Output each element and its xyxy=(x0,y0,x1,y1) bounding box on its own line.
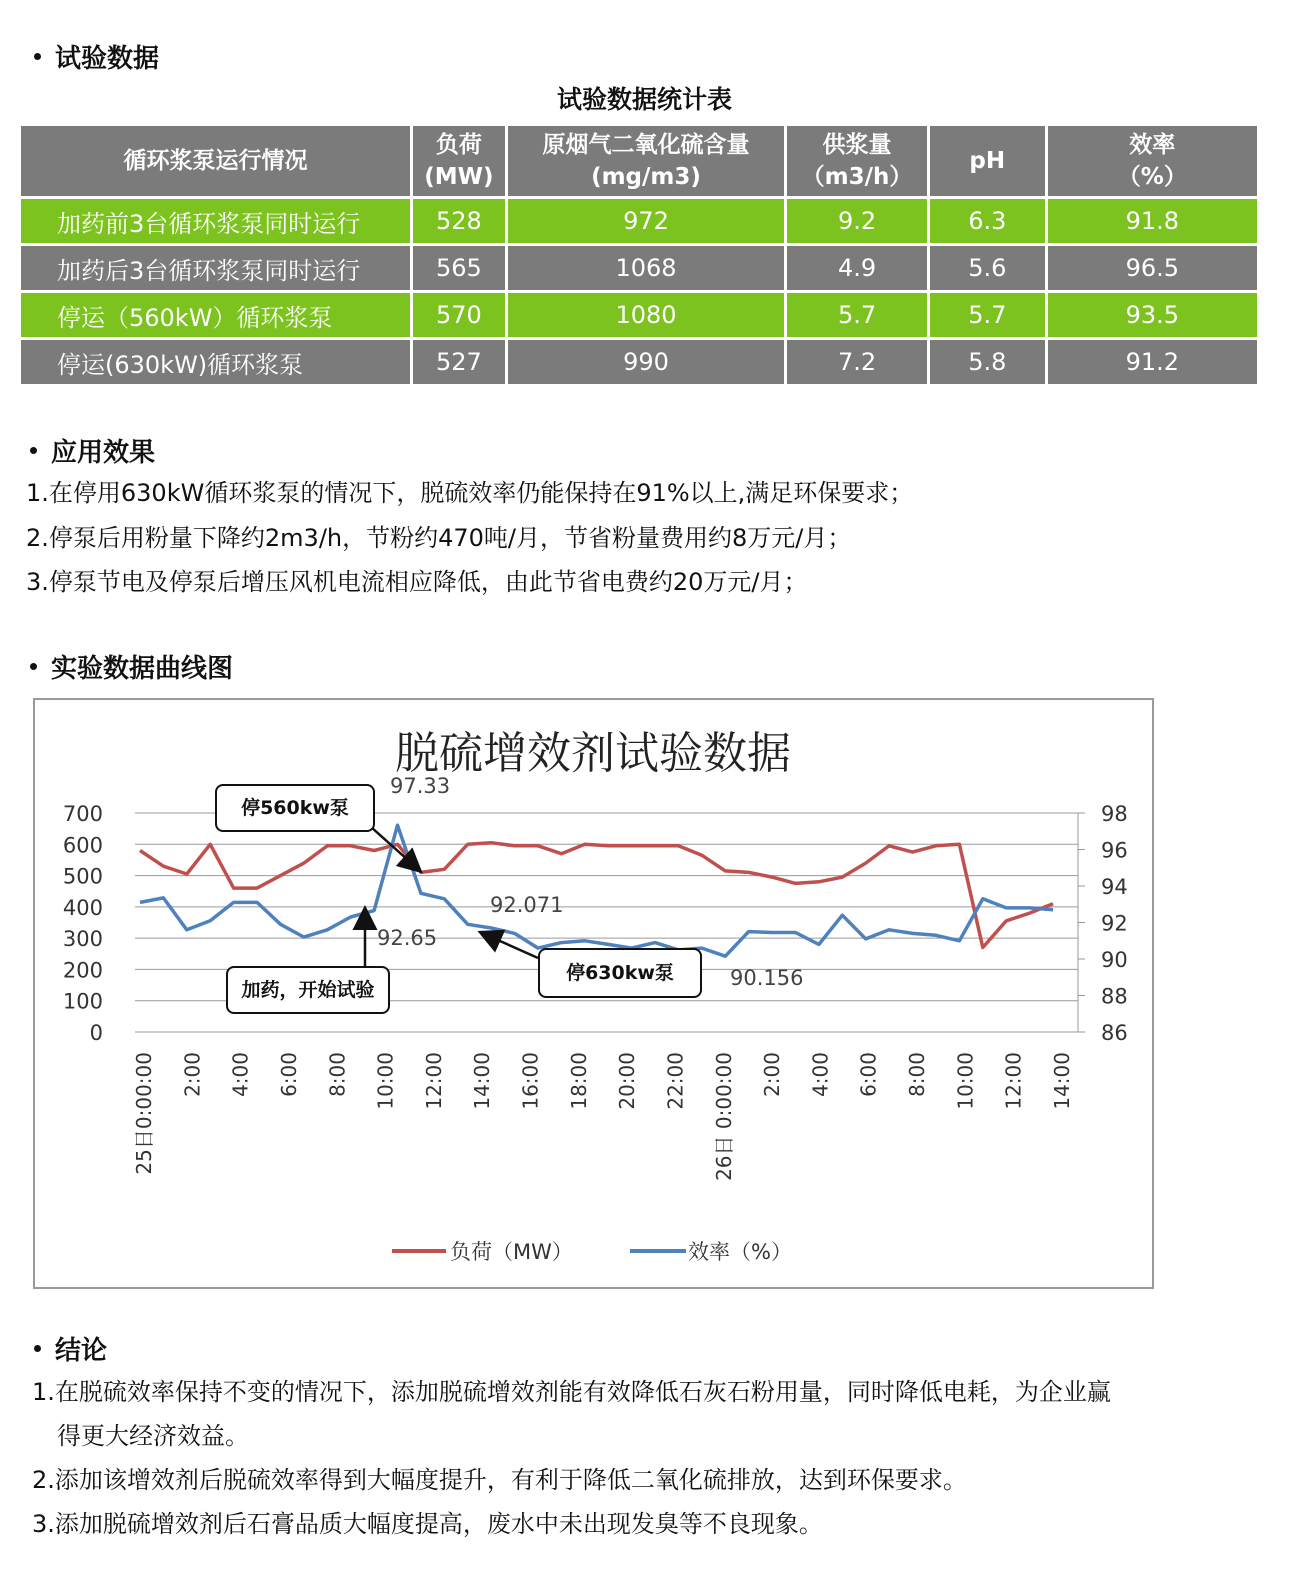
cell-efficiency: 96.5 xyxy=(1046,245,1258,292)
bullet-icon xyxy=(34,53,41,60)
callout-stop-630: 停630kw泵 xyxy=(538,948,702,998)
data-annotation: 92.65 xyxy=(377,926,438,950)
cell-slurry: 7.2 xyxy=(786,339,929,386)
bullet-icon xyxy=(30,663,37,670)
cell-condition: 停运(630kW)循环浆泵 xyxy=(20,339,412,386)
x-tick-label: 2:00 xyxy=(180,1052,205,1097)
data-annotation: 90.156 xyxy=(730,966,804,990)
cell-so2: 1080 xyxy=(506,292,785,339)
legend-label: 效率（%） xyxy=(688,1240,792,1264)
x-tick-label: 25日0:00:00 xyxy=(132,1052,156,1175)
x-tick-label: 14:00 xyxy=(1050,1052,1074,1110)
y-right-tick-label: 88 xyxy=(1101,984,1128,1009)
y-right-tick-label: 94 xyxy=(1101,875,1128,899)
cell-ph: 5.6 xyxy=(928,245,1046,292)
callout-dosing: 加药，开始试验 xyxy=(226,966,390,1014)
cell-condition: 加药后3台循环浆泵同时运行 xyxy=(20,245,412,292)
effect-item: 2.停泵后用粉量下降约2m3/h，节粉约470吨/月，节省粉量费用约8万元/月； xyxy=(26,524,852,552)
series-line xyxy=(140,843,1053,948)
x-tick-label: 20:00 xyxy=(615,1052,640,1110)
cell-condition: 停运（560kW）循环浆泵 xyxy=(20,292,412,339)
x-tick-label: 2:00 xyxy=(760,1052,785,1097)
data-annotation: 92.071 xyxy=(490,893,564,917)
cell-ph: 5.8 xyxy=(928,339,1046,386)
y-right-tick-label: 86 xyxy=(1101,1021,1128,1045)
table-row xyxy=(20,198,1259,245)
y-left-tick-label: 300 xyxy=(62,927,103,952)
cell-load: 527 xyxy=(411,339,506,386)
x-tick-label: 6:00 xyxy=(856,1052,881,1097)
conclusion-item: 得更大经济效益。 xyxy=(57,1422,249,1450)
x-tick-label: 12:00 xyxy=(421,1052,446,1110)
cell-efficiency: 93.5 xyxy=(1046,292,1258,339)
table-row xyxy=(20,339,1259,386)
section-heading-test-data: 试验数据 xyxy=(34,38,159,75)
y-right-tick-label: 98 xyxy=(1101,802,1128,826)
header-cell: 循环浆泵运行情况 xyxy=(20,125,412,198)
y-left-tick-label: 500 xyxy=(62,864,103,889)
y-left-tick-label: 200 xyxy=(62,958,103,983)
cell-load: 570 xyxy=(411,292,506,339)
table-header-row xyxy=(20,125,1259,198)
x-tick-label: 16:00 xyxy=(518,1052,543,1110)
x-tick-label: 6:00 xyxy=(276,1052,301,1097)
x-tick-label: 14:00 xyxy=(470,1052,495,1110)
header-cell: 供浆量 （m3/h） xyxy=(786,125,929,198)
header-cell: 效率 （%） xyxy=(1046,125,1258,198)
legend-label: 负荷（MW） xyxy=(450,1240,573,1264)
x-tick-label: 4:00 xyxy=(228,1052,253,1097)
data-annotation: 97.33 xyxy=(390,774,451,798)
table-row xyxy=(20,245,1259,292)
cell-so2: 990 xyxy=(506,339,785,386)
x-tick-label: 4:00 xyxy=(808,1052,833,1097)
chart-container xyxy=(33,698,1154,1289)
conclusion-item: 3.添加脱硫增效剂后石膏品质大幅度提高，废水中未出现发臭等不良现象。 xyxy=(32,1510,823,1538)
section-heading-conclusion: 结论 xyxy=(34,1330,107,1367)
cell-condition: 加药前3台循环浆泵同时运行 xyxy=(20,198,412,245)
x-tick-label: 8:00 xyxy=(905,1052,930,1097)
header-cell: pH xyxy=(928,125,1046,198)
cell-efficiency: 91.2 xyxy=(1046,339,1258,386)
cell-so2: 972 xyxy=(506,198,785,245)
y-right-tick-label: 90 xyxy=(1101,948,1128,972)
x-tick-label: 12:00 xyxy=(1001,1052,1026,1110)
bullet-icon xyxy=(30,447,37,454)
table-row xyxy=(20,292,1259,339)
bullet-icon xyxy=(34,1345,41,1352)
cell-load: 565 xyxy=(411,245,506,292)
cell-efficiency: 91.8 xyxy=(1046,198,1258,245)
table-title: 试验数据统计表 xyxy=(556,85,732,114)
cell-load: 528 xyxy=(411,198,506,245)
test-data-table xyxy=(18,123,1260,387)
y-left-tick-label: 0 xyxy=(89,1021,103,1045)
x-tick-label: 8:00 xyxy=(325,1052,350,1097)
x-tick-label: 22:00 xyxy=(663,1052,688,1110)
conclusion-item: 2.添加该增效剂后脱硫效率得到大幅度提升，有利于降低二氧化硫排放，达到环保要求。 xyxy=(32,1466,967,1494)
header-cell: 原烟气二氧化硫含量 (mg/m3) xyxy=(506,125,785,198)
x-tick-label: 26日 0:00:00 xyxy=(711,1052,736,1181)
callout-arrow xyxy=(482,933,538,958)
y-right-tick-label: 96 xyxy=(1101,838,1128,863)
y-left-tick-label: 100 xyxy=(62,989,103,1014)
cell-so2: 1068 xyxy=(506,245,785,292)
cell-ph: 5.7 xyxy=(928,292,1046,339)
effect-item: 3.停泵节电及停泵后增压风机电流相应降低，由此节省电费约20万元/月； xyxy=(26,568,808,596)
header-cell: 负荷 (MW) xyxy=(411,125,506,198)
section-heading-curve: 实验数据曲线图 xyxy=(30,648,233,685)
y-right-tick-label: 92 xyxy=(1101,911,1128,936)
y-left-tick-label: 600 xyxy=(62,833,103,858)
cell-slurry: 5.7 xyxy=(786,292,929,339)
cell-slurry: 4.9 xyxy=(786,245,929,292)
cell-slurry: 9.2 xyxy=(786,198,929,245)
chart-title: 脱硫增效剂试验数据 xyxy=(395,728,791,779)
x-tick-label: 18:00 xyxy=(566,1052,591,1110)
y-left-tick-label: 700 xyxy=(62,802,103,826)
callout-stop-560: 停560kw泵 xyxy=(215,784,375,832)
y-left-tick-label: 400 xyxy=(62,895,103,920)
cell-ph: 6.3 xyxy=(928,198,1046,245)
section-heading-effects: 应用效果 xyxy=(30,432,155,469)
effect-item: 1.在停用630kW循环浆泵的情况下，脱硫效率仍能保持在91%以上,满足环保要求； xyxy=(26,479,914,507)
x-tick-label: 10:00 xyxy=(953,1052,978,1110)
x-tick-label: 10:00 xyxy=(373,1052,398,1110)
conclusion-item: 1.在脱硫效率保持不变的情况下，添加脱硫增效剂能有效降低石灰石粉用量，同时降低电耗，为企业赢 xyxy=(32,1378,1111,1406)
